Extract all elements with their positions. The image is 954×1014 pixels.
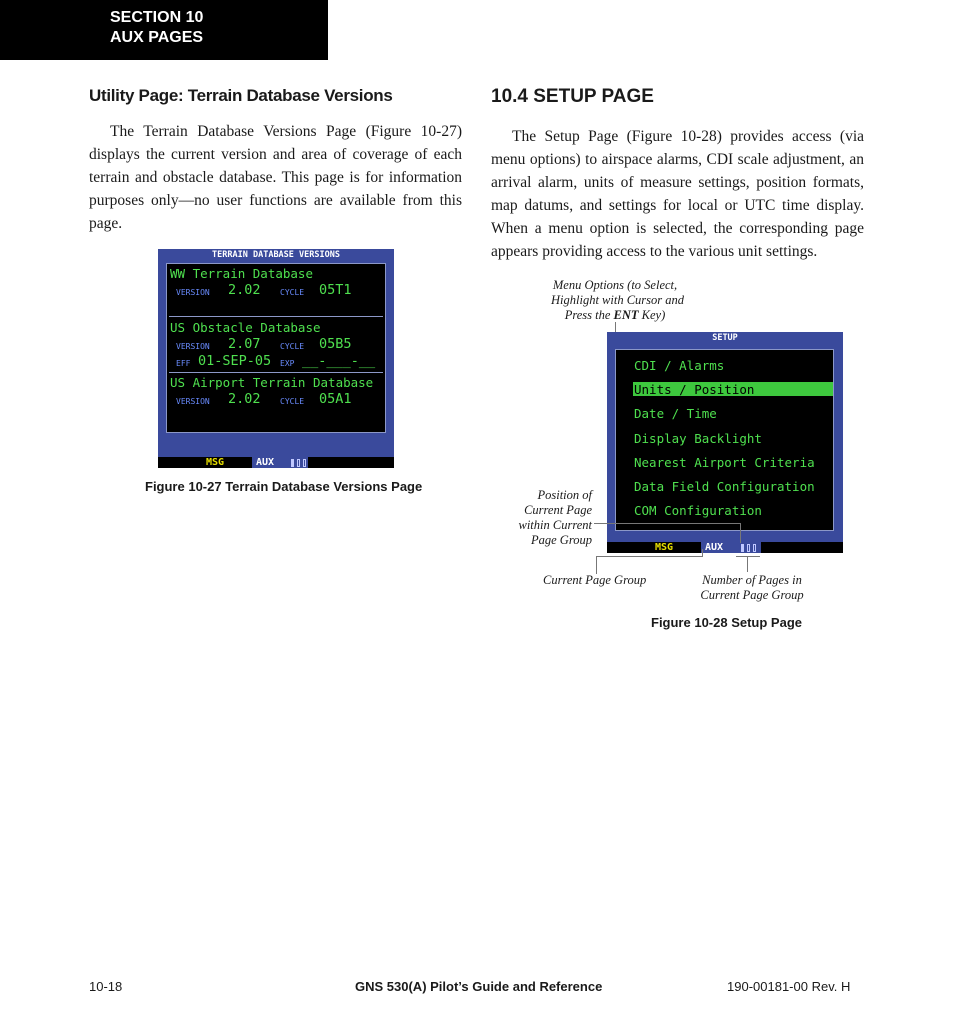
divider (169, 372, 383, 373)
ww-version-label: VERSION (176, 288, 210, 297)
aux-page-group: AUX (701, 542, 761, 553)
us-obstacle-eff-value: 01-SEP-05 (198, 353, 272, 369)
section-number: SECTION 10 (110, 9, 204, 26)
annotation-text: Press the (564, 308, 614, 322)
us-airport-cycle-label: CYCLE (280, 397, 305, 406)
us-obstacle-database-name: US Obstacle Database (170, 320, 321, 335)
leader-line (736, 556, 760, 557)
number-of-pages-annotation (697, 573, 807, 603)
section-tab (0, 0, 328, 60)
terrain-paragraph: The Terrain Database Versions Page (Figure 10-27) displays the current version and area of coverage of each terrain and obstacle database. This page is for information purposes only—no user functions are available from this page. (89, 123, 462, 232)
ent-key-label: ENT (613, 308, 639, 322)
screen-panel (615, 349, 834, 531)
page-indicator-icon (747, 544, 750, 552)
menu-item-cdi-alarms[interactable]: CDI / Alarms (634, 358, 725, 373)
ww-database-name: WW Terrain Database (170, 266, 313, 281)
us-obstacle-version-label: VERSION (176, 342, 210, 351)
annotation-line: Current Page Group (700, 588, 804, 602)
menu-item-com-configuration[interactable]: COM Configuration (634, 503, 762, 518)
ww-cycle-value: 05T1 (319, 282, 352, 298)
document-revision: 190-00181-00 Rev. H (727, 979, 851, 994)
status-bar (158, 457, 394, 468)
page-indicator-icon (741, 544, 744, 552)
annotation-line: Position of (537, 488, 592, 502)
msg-annunciator: MSG (655, 542, 674, 553)
section-heading: 10.4 SETUP PAGE (491, 86, 654, 107)
screen-title: TERRAIN DATABASE VERSIONS (212, 250, 340, 260)
us-obstacle-version-value: 2.07 (228, 336, 261, 352)
leader-line (596, 556, 702, 557)
ww-cycle-label: CYCLE (280, 288, 305, 297)
msg-annunciator: MSG (206, 457, 225, 468)
position-annotation (508, 488, 592, 548)
figure-caption: Figure 10-28 Setup Page (651, 615, 802, 630)
leader-line (747, 556, 748, 572)
us-obstacle-eff-label: EFF (176, 359, 191, 368)
annotation-line (551, 308, 679, 323)
section-title: AUX PAGES (110, 29, 204, 46)
menu-item-display-backlight[interactable]: Display Backlight (634, 431, 762, 446)
page-indicator-icon (297, 459, 300, 467)
leader-line (594, 523, 740, 524)
setup-paragraph: The Setup Page (Figure 10-28) provides access (via menu options) to airspace alarms, CDI scale adjustment, an arrival alarm, units of measure settings, position formats, map datums, and settings for local or UTC time display. When a menu option is selected, the corresponding page appears providing access to the various unit settings. (491, 128, 864, 260)
document-title: GNS 530(A) Pilot’s Guide and Reference (355, 979, 603, 994)
menu-options-annotation (551, 278, 685, 323)
annotation-line: Page Group (531, 533, 592, 547)
menu-item-date-time[interactable]: Date / Time (634, 406, 717, 421)
screen-panel (166, 263, 386, 433)
us-airport-version-value: 2.02 (228, 391, 261, 407)
aux-page-group: AUX (252, 457, 308, 468)
current-page-group-annotation: Current Page Group (543, 573, 647, 587)
us-obstacle-exp-value: __-___-__ (302, 353, 376, 369)
us-airport-cycle-value: 05A1 (319, 391, 352, 407)
divider (169, 316, 383, 317)
status-bar (607, 542, 843, 553)
annotation-text: Key) (638, 308, 666, 322)
menu-item-units-position[interactable]: Units / Position (634, 382, 755, 397)
us-obstacle-cycle-label: CYCLE (280, 342, 305, 351)
page-number: 10-18 (89, 979, 123, 994)
figure-caption: Figure 10-27 Terrain Database Versions Page (145, 479, 423, 494)
us-obstacle-cycle-value: 05B5 (319, 336, 352, 352)
subsection-heading: Utility Page: Terrain Database Versions (89, 86, 393, 105)
annotation-line: Current Page (524, 503, 592, 517)
annotation-line: within Current (518, 518, 592, 532)
setup-screen (607, 332, 843, 553)
us-airport-terrain-database-name: US Airport Terrain Database (170, 375, 374, 390)
annotation-line: Number of Pages in (702, 573, 802, 587)
annotation-line: Menu Options (to Select, (552, 278, 678, 292)
page-indicator-icon (753, 544, 756, 552)
leader-line (740, 523, 741, 543)
page-indicator-icon (291, 459, 294, 467)
leader-line (702, 549, 703, 557)
menu-item-data-field-configuration[interactable]: Data Field Configuration (634, 479, 815, 494)
leader-line (596, 556, 597, 574)
terrain-database-screen (158, 249, 394, 468)
us-obstacle-exp-label: EXP (280, 359, 295, 368)
menu-item-nearest-airport-criteria[interactable]: Nearest Airport Criteria (634, 455, 815, 470)
us-airport-version-label: VERSION (176, 397, 210, 406)
ww-version-value: 2.02 (228, 282, 261, 298)
annotation-line: Highlight with Cursor and (551, 293, 685, 307)
screen-title: SETUP (712, 333, 738, 343)
page-indicator-icon (303, 459, 306, 467)
